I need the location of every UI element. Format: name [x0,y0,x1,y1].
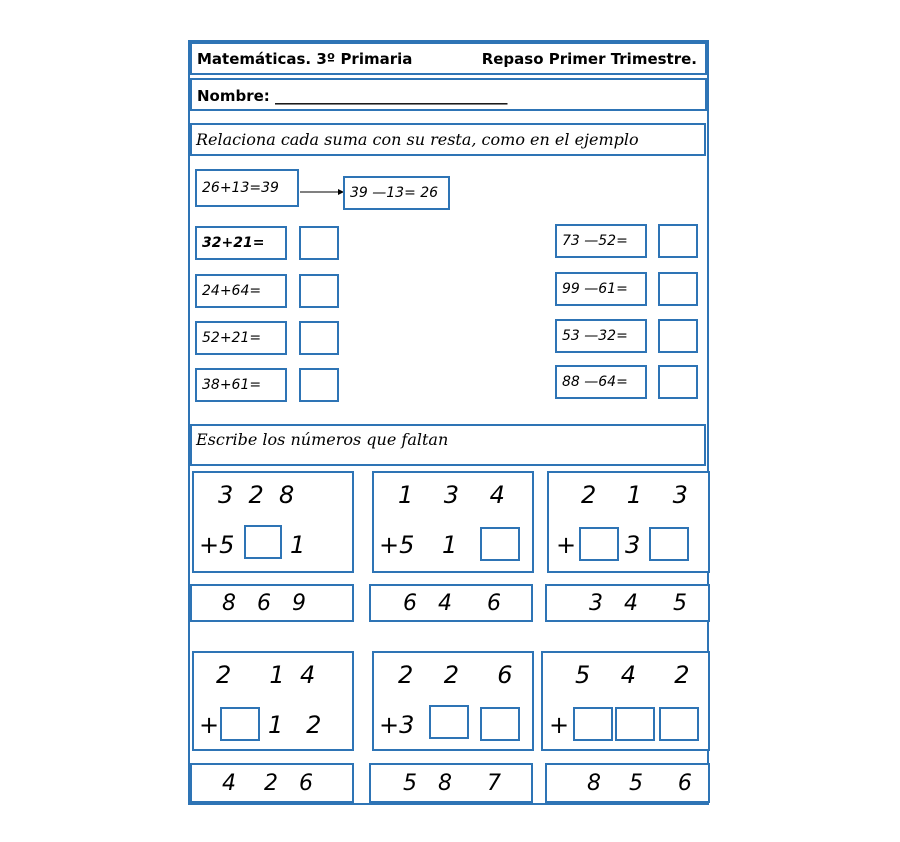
example-sub-text: 39 —13= 26 [350,185,439,201]
result-2 [369,584,533,622]
example-sum [195,169,299,207]
result-3 [545,584,710,622]
result-5-text: 5 8 7 [403,770,501,796]
example-sub [343,176,450,210]
problem-4 [192,651,354,751]
result-6 [545,763,710,803]
problem-6-blank-3[interactable] [659,707,699,741]
sub-3-text: 53 —32= [562,328,628,344]
problem-2-plus: +5 [379,531,415,559]
instruction-missing-text: Escribe los números que faltan [196,430,449,449]
problem-3-blank-1[interactable] [579,527,619,561]
sum-3-answer-box[interactable] [299,321,339,355]
sum-2-answer-box[interactable] [299,274,339,308]
problem-3-mid: 3 [625,531,641,559]
problem-4-plus: + [199,711,220,739]
sum-2 [195,274,287,308]
sub-2 [555,272,647,306]
problem-2-mid: 1 [442,531,458,559]
problem-2-blank[interactable] [480,527,520,561]
problem-3-blank-2[interactable] [649,527,689,561]
sub-4-text: 88 —64= [562,374,628,390]
problem-4-after: 1 2 [268,711,322,739]
sub-3 [555,319,647,353]
problem-6 [541,651,710,751]
problem-3-plus: + [556,531,577,559]
sum-2-text: 24+64= [202,283,262,299]
arrow-icon [300,186,344,198]
problem-5 [372,651,534,751]
result-2-text: 6 4 6 [403,590,501,616]
problem-5-blank-1[interactable] [429,705,469,739]
sum-1 [195,226,287,260]
name-bar [190,78,707,111]
problem-6-top: 5 4 2 [575,661,690,689]
result-1 [190,584,354,622]
sum-4-text: 38+61= [202,377,262,393]
problem-5-blank-2[interactable] [480,707,520,741]
problem-6-blank-1[interactable] [573,707,613,741]
example-sum-text: 26+13=39 [202,180,279,196]
header-bar [190,42,707,75]
name-field-label[interactable]: Nombre: _______________________________ [197,87,508,105]
result-3-text: 3 4 5 [589,590,687,616]
sub-2-answer-box[interactable] [658,272,698,306]
sub-2-text: 99 —61= [562,281,628,297]
problem-3 [547,471,710,573]
problem-6-plus: + [549,711,570,739]
problem-1-top: 3 2 8 [218,481,295,509]
sum-4-answer-box[interactable] [299,368,339,402]
sub-4 [555,365,647,399]
instruction-relate-text: Relaciona cada suma con su resta, como en el ejemplo [196,130,639,149]
problem-1-blank[interactable] [244,525,282,559]
problem-3-top: 2 1 3 [581,481,688,509]
sub-1-text: 73 —52= [562,233,628,249]
sum-1-text: 32+21= [202,235,265,251]
problem-1-after: 1 [290,531,306,559]
result-1-text: 8 6 9 [222,590,306,616]
problem-6-blank-2[interactable] [615,707,655,741]
problem-5-top: 2 2 6 [398,661,513,689]
problem-2 [372,471,534,573]
result-6-text: 8 5 6 [587,770,692,796]
subject-label: Matemáticas. 3º Primaria [197,50,413,68]
sum-3-text: 52+21= [202,330,262,346]
sum-3 [195,321,287,355]
instruction-relate [190,123,706,156]
result-4 [190,763,354,803]
sub-4-answer-box[interactable] [658,365,698,399]
problem-2-top: 1 3 4 [398,481,505,509]
problem-4-top: 2 1 4 [216,661,316,689]
sub-3-answer-box[interactable] [658,319,698,353]
problem-4-blank[interactable] [220,707,260,741]
sum-4 [195,368,287,402]
sum-1-answer-box[interactable] [299,226,339,260]
sub-1 [555,224,647,258]
result-5 [369,763,533,803]
result-4-text: 4 2 6 [222,770,313,796]
problem-1 [192,471,354,573]
problem-5-plus: +3 [379,711,415,739]
sub-1-answer-box[interactable] [658,224,698,258]
instruction-missing [190,424,706,466]
problem-1-plus: +5 [199,531,235,559]
worksheet-title: Repaso Primer Trimestre. [481,50,697,68]
